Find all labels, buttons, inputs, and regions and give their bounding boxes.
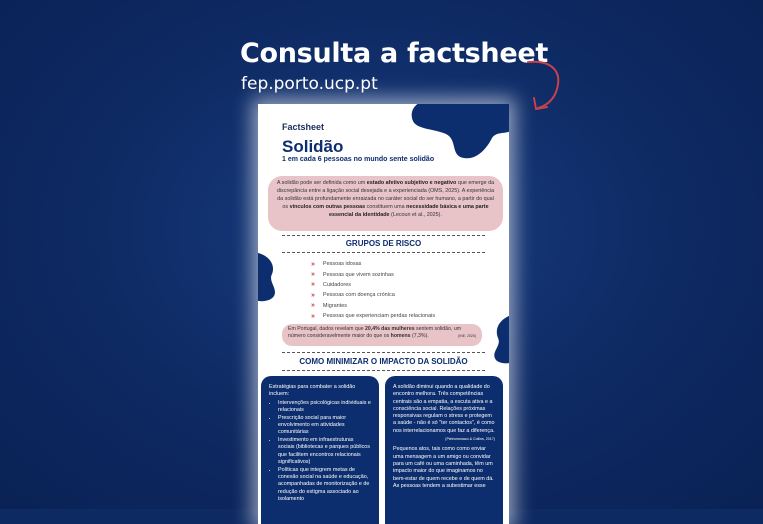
double-chevron-icon: »	[311, 281, 314, 289]
strategies-list	[269, 400, 371, 504]
impact-title: COMO MINIMIZAR O IMPACTO DA SOLIDÃO	[299, 357, 468, 366]
strategy-item: • Prescrição social para maior envolvimento em atividades comunitárias	[278, 415, 371, 437]
quality-paragraph-1: A solidão diminui quando a qualidade do encontro melhora. Três competências centrais são a empatia, a escuta ativa e a consciência social. Relações próximas responsivas regulam o stress e protegem a saúde - não é só "ter contactos", é como nos interrelacionamos que faz a diferença.	[393, 384, 495, 434]
headline: Consulta a factsheet	[240, 38, 548, 69]
double-chevron-icon: »	[311, 302, 314, 310]
divider	[282, 235, 485, 236]
strategy-item: • Investimento em infraestruturas sociais (bibliotecas e parques públicos que facilitem encontros relacionais significativos)	[278, 437, 371, 466]
risk-group-label: Pessoas com doença crónica	[322, 292, 395, 299]
factsheet-subtitle: 1 em cada 6 pessoas no mundo sente solidão	[282, 156, 435, 163]
quality-card	[385, 376, 503, 524]
risk-groups-list	[311, 259, 435, 321]
curved-arrow-icon	[520, 56, 570, 116]
portugal-stat-box: Em Portugal, dados revelam que 20,4% das mulheres sentem solidão, um número consideravelmente maior do que os homens (7,3%). (INE, 2025)	[282, 324, 482, 346]
strategies-card	[261, 376, 379, 524]
decorative-blob-left	[258, 252, 284, 302]
strategies-intro: Estratégias para combater a solidão incluem:	[269, 384, 356, 398]
risk-group-item	[311, 311, 435, 321]
decorative-blob-top-right	[406, 104, 509, 162]
risk-group-label: Pessoas idosas	[322, 261, 362, 268]
quality-paragraph-2: Pequenos atos, tais como como enviar uma mensagem a um amigo ou convidar para um café ou uma caminhada, têm um impacto maior do que imaginamos no bem-estar de quem recebe e de quem dá. As pessoas tendem a subestimar esse	[393, 446, 494, 489]
factsheet-label: Factsheet	[282, 122, 325, 132]
strategy-item: • Intervenções psicológicas individuais e relacionais	[278, 400, 371, 415]
divider	[282, 352, 485, 353]
risk-group-item	[311, 280, 435, 290]
risk-group-item	[311, 259, 435, 269]
risk-group-label: Cuidadores	[322, 281, 352, 288]
double-chevron-icon: »	[311, 312, 314, 320]
factsheet-title: Solidão	[282, 137, 344, 156]
double-chevron-icon: »	[311, 291, 314, 299]
risk-group-item	[311, 301, 435, 311]
divider	[282, 370, 485, 371]
strategy-item: • Políticas que integrem metas de conexão social na saúde e educação, acompanhadas de monitorização e de redução do estigma associado ao isolamento	[278, 467, 371, 503]
divider	[282, 252, 485, 253]
double-chevron-icon: »	[311, 260, 314, 268]
portugal-source: (INE, 2025)	[458, 334, 476, 338]
risk-group-item	[311, 269, 435, 279]
risk-groups-title: GRUPOS DE RISCO	[345, 239, 422, 248]
risk-group-label: Pessoas que experienciam perdas relacionais	[322, 313, 436, 320]
factsheet-document	[258, 104, 509, 524]
risk-group-label: Migrantes	[322, 302, 348, 309]
double-chevron-icon: »	[311, 271, 314, 279]
quality-source: (Pietromonaco & Collins, 2017)	[445, 437, 495, 442]
risk-group-item	[311, 290, 435, 300]
risk-group-label: Pessoas que vivem sozinhas	[322, 271, 394, 278]
website-url: fep.porto.ucp.pt	[241, 74, 378, 94]
definition-box: A solidão pode ser definida como um estado afetivo subjetivo e negativo que emerge da discrepância entre a ligação social desejada e a experienciada (OMS, 2025). A experiência da solidão está profundamente enraizada no caráter social do ser humano, a partir do qual os vínculos com outras pessoas constituem uma necessidade básica e uma parte essencial da identidade (Lecoun et al., 2025).	[268, 176, 503, 231]
